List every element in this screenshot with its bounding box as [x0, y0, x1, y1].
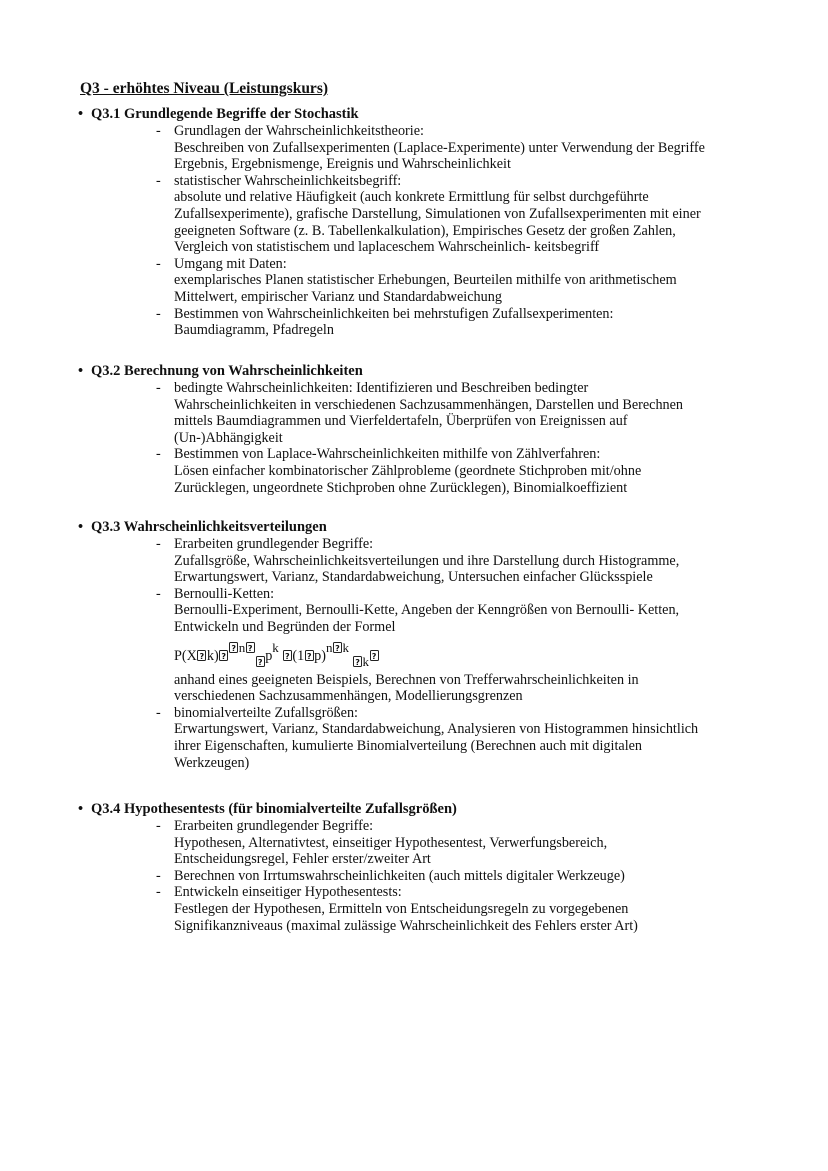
item-line: exemplarisches Planen statistischer Erhebungen, Beurteilen mithilfe von arithmetischem	[174, 272, 677, 289]
item-line: Erwartungswert, Varianz, Standardabweichung, Analysieren von Histogrammen hinsichtlich	[174, 721, 699, 738]
section-items	[78, 818, 638, 934]
item-line: Bestimmen von Wahrscheinlichkeiten bei mehrstufigen Zufallsexperimenten:	[174, 305, 614, 322]
item-line: Festlegen der Hypothesen, Ermitteln von Entscheidungsregeln zu vorgegebenen	[174, 900, 629, 917]
formula-part: p)	[314, 647, 326, 664]
dash-icon: -	[156, 536, 161, 552]
item-line: Erwartungswert, Varianz, Standardabweichung, Untersuchen einfacher Glücksspiele	[174, 569, 653, 586]
item-line: verschiedenen Sachzusammenhängen, Modellierungsgrenzen	[174, 688, 523, 705]
list-item	[156, 123, 705, 173]
item-line: geeigneten Software (z. B. Tabellenkalkulation), Empirisches Gesetz der großen Zahlen,	[174, 222, 676, 239]
item-line: Wahrscheinlichkeiten in verschiedenen Sachzusammenhängen, Darstellen und Berechnen	[174, 396, 684, 413]
dash-icon: -	[156, 305, 161, 322]
section-heading	[78, 106, 705, 123]
item-line: anhand eines geeigneten Beispiels, Berechnen von Trefferwahrscheinlichkeiten in	[174, 671, 639, 688]
item-line: Zufallsexperimente), grafische Darstellung, Simulationen von Zufallsexperimenten mit einer	[174, 205, 701, 222]
item-line: Hypothesen, Alternativtest, einseitiger Hypothesentest, Verwerfungsbereich,	[174, 834, 608, 851]
missing-glyph-icon	[370, 650, 379, 661]
item-line: Bestimmen von Laplace-Wahrscheinlichkeiten mithilfe von Zählverfahren:	[174, 446, 601, 463]
dash-icon: -	[156, 884, 161, 901]
formula-part: (1	[292, 647, 305, 664]
formula-superscript: k	[272, 639, 279, 655]
bullet-icon: •	[78, 363, 84, 379]
list-item	[156, 305, 705, 339]
missing-glyph-icon	[333, 642, 342, 653]
formula-text	[174, 639, 379, 669]
item-line: (Un-)Abhängigkeit	[174, 429, 283, 446]
dash-icon: -	[156, 446, 161, 463]
formula-subscript: k	[362, 653, 370, 669]
item-line: bedingte Wahrscheinlichkeiten: Identifizieren und Beschreiben bedingter	[174, 380, 589, 396]
list-item	[156, 867, 638, 885]
dash-icon: -	[156, 123, 161, 139]
section-heading-text: Q3.2 Berechnung von Wahrscheinlichkeiten	[91, 363, 363, 379]
formula-superscript	[229, 640, 256, 655]
section-heading-text: Q3.4 Hypothesentests (für binomialverteilte Zufallsgrößen)	[91, 801, 457, 817]
binomial-formula	[174, 636, 698, 672]
missing-glyph-icon	[283, 650, 292, 661]
formula-superscript	[326, 640, 349, 655]
missing-glyph-icon	[246, 642, 255, 653]
dash-icon: -	[156, 255, 161, 272]
item-line: Zurücklegen, ungeordnete Stichproben ohne Zurücklegen), Binomialkoeffizient	[174, 479, 628, 496]
section-4	[78, 801, 638, 934]
missing-glyph-icon	[256, 656, 265, 667]
item-line: ihrer Eigenschaften, kumulierte Binomialverteilung (Berechnen auch mit digitalen	[174, 737, 643, 754]
item-line: Signifikanzniveaus (maximal zulässige Wahrscheinlichkeit des Fehlers erster Art)	[174, 917, 638, 934]
page-title: Q3 - erhöhtes Niveau (Leistungskurs)	[80, 80, 329, 97]
dash-icon: -	[156, 172, 161, 189]
item-line: mittels Baumdiagrammen und Vierfeldertafeln, Überprüfen von Ereignissen auf	[174, 413, 628, 430]
missing-glyph-icon	[229, 642, 238, 653]
item-line: Baumdiagramm, Pfadregeln	[174, 322, 334, 339]
missing-glyph-icon	[219, 650, 228, 661]
section-heading-text: Q3.1 Grundlegende Begriffe der Stochastik	[91, 106, 359, 122]
item-line: Zufallsgröße, Wahrscheinlichkeitsverteilungen und ihre Darstellung durch Histogramme,	[174, 552, 680, 569]
dash-icon: -	[156, 867, 161, 884]
dash-icon: -	[156, 585, 161, 602]
item-line: Mittelwert, empirischer Varianz und Standardabweichung	[174, 288, 502, 305]
section-2	[78, 363, 683, 496]
formula-part: P(X	[174, 647, 197, 664]
item-line: Umgang mit Daten:	[174, 255, 287, 272]
item-line: binomialverteilte Zufallsgrößen:	[174, 704, 358, 721]
formula-subscript	[353, 654, 363, 669]
list-item	[156, 704, 699, 771]
list-item	[156, 446, 683, 496]
missing-glyph-icon	[197, 650, 206, 661]
item-line: Werkzeugen)	[174, 754, 250, 771]
item-line: Entwickeln einseitiger Hypothesentests:	[174, 884, 402, 901]
item-line: Vergleich von statistischem und laplaceschem Wahrscheinlich- keitsbegriff	[174, 239, 600, 256]
item-line: Beschreiben von Zufallsexperimenten (Laplace-Experimente) unter Verwendung der Begriffe	[174, 139, 705, 156]
list-item	[156, 536, 698, 586]
bullet-icon: •	[78, 106, 84, 122]
missing-glyph-icon	[305, 650, 314, 661]
dash-icon: -	[156, 704, 161, 721]
item-line: statistischer Wahrscheinlichkeitsbegriff:	[174, 172, 402, 189]
section-heading	[78, 363, 683, 380]
item-line: absolute und relative Häufigkeit (auch konkrete Ermittlung für selbst durchgeführte	[174, 189, 649, 206]
formula-subscript	[255, 654, 265, 669]
dash-icon: -	[156, 380, 161, 396]
section-1	[78, 106, 705, 339]
section-heading	[78, 519, 698, 536]
section-heading	[78, 801, 638, 818]
bullet-icon: •	[78, 801, 84, 817]
list-item	[156, 255, 705, 306]
formula-part: n	[326, 639, 333, 655]
dash-icon: -	[156, 818, 161, 834]
list-item	[156, 818, 638, 868]
formula-part: n	[238, 639, 246, 655]
section-items	[78, 536, 698, 771]
item-line: Ergebnis, Ergebnismenge, Ereignis und Wahrscheinlichkeit	[174, 156, 511, 173]
formula-part: k	[342, 639, 349, 655]
formula-part: p	[265, 647, 273, 664]
list-item	[156, 172, 705, 256]
item-line: Entscheidungsregel, Fehler erster/zweiter Art	[174, 851, 431, 868]
item-line: Bernoulli-Experiment, Bernoulli-Kette, Angeben der Kenngrößen von Bernoulli- Ketten,	[174, 602, 680, 619]
list-item	[156, 380, 684, 446]
item-line: Bernoulli-Ketten:	[174, 585, 275, 602]
item-line: Berechnen von Irrtumswahrscheinlichkeiten (auch mittels digitaler Werkzeuge)	[174, 867, 625, 884]
missing-glyph-icon	[353, 656, 362, 667]
list-item	[156, 585, 698, 705]
item-line: Erarbeiten grundlegender Begriffe:	[174, 818, 374, 834]
section-items	[78, 123, 705, 339]
section-heading-text: Q3.3 Wahrscheinlichkeitsverteilungen	[91, 519, 327, 535]
item-line: Entwickeln und Begründen der Formel	[174, 618, 396, 635]
bullet-icon: •	[78, 519, 84, 535]
list-item	[156, 884, 638, 934]
section-3	[78, 519, 698, 771]
item-line: Lösen einfacher kombinatorischer Zählprobleme (geordnete Stichproben mit/ohne	[174, 462, 642, 479]
item-line: Erarbeiten grundlegender Begriffe:	[174, 536, 374, 552]
section-items	[78, 380, 683, 496]
item-line: Grundlagen der Wahrscheinlichkeitstheorie:	[174, 123, 424, 139]
formula-part: k)	[206, 647, 219, 664]
